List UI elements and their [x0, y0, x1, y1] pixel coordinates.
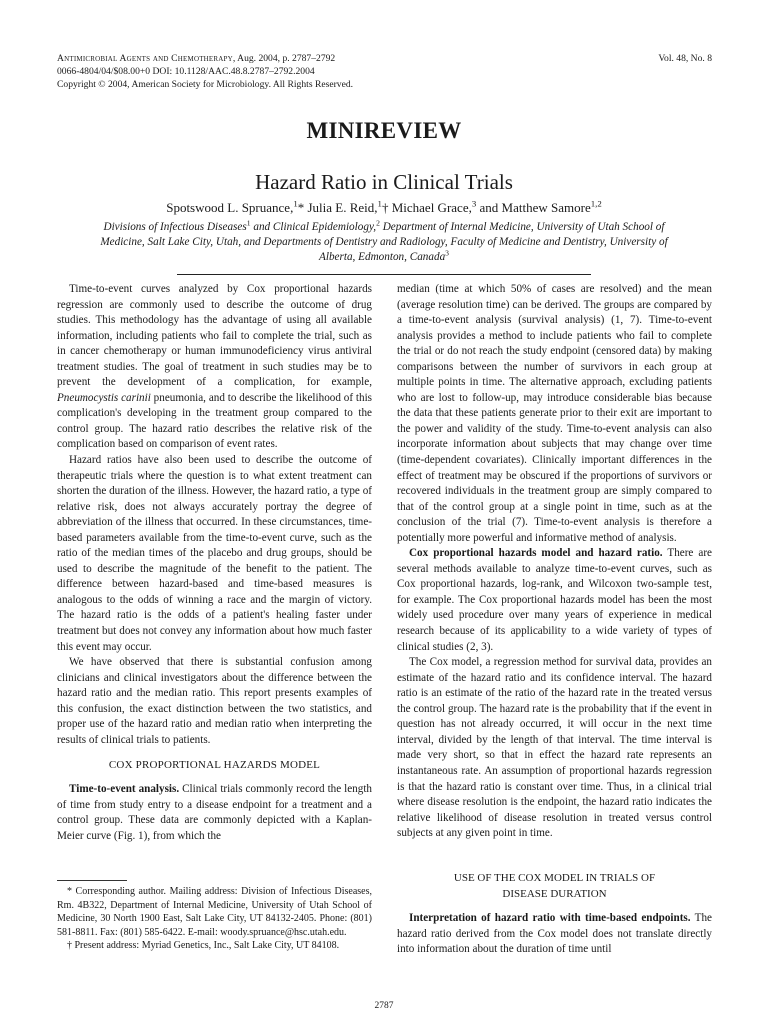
citation-details: , Aug. 2004, p. 2787–2792	[232, 53, 336, 64]
text-run: Clinical trials commonly record the length of time from study entry to a disease endpoint for a treatment and a control group. These data are commonly depicted with a Kaplan-Meier curve (Fig. 1), from which the	[57, 782, 372, 842]
body-paragraph-continued: median (time at which 50% of cases are resolved) and the mean (average resolution time) can be derived. The groups are compared by a time-to-event analysis (survival analysis) (1, 7). Time-to-event analysis provides a method to include patients who fail to complete the trial or do not reach the study endpoint (censored data) by making comparisons between the number of survivors in each group at multiple points in time. The alternative approach, excluding patients who are lost to follow-up, may introduce considerable bias because the data that these patients generate prior to their exit are important to the power and validity of the study. Time-to-event analysis can also incorporate information about subjects that may change over time (time-dependent covariates). Clinically important differences in the effect of treatment may be obscured if the proportions of survivors or recovered individuals in the treatment group are simply compared to that of the control group at a single point in time, such as at the conclusion of the trial (7). Time-to-event analysis is therefore a potentially more powerful and informative method of analysis.	[397, 283, 712, 544]
heading-line: DISEASE DURATION	[502, 888, 607, 900]
author-name: Julia E. Reid,	[307, 200, 378, 215]
abstract-paragraph-2: Hazard ratios have also been used to describe the outcome of therapeutic trials where the question is to what extent treatment can shorten the duration of the illness. However, the hazard ratio, a type of relative risk, does not always accurately portray the degree of abbreviation of the illness that occurred. In these circumstances, time-based parameters available from the time-to-event curve, such as the ratio of the median times of the placebo and drug groups, should be used to describe the magnitude of the benefit to the patient. The difference between hazard-based and time-based measures is analogous to the odds of winning a race and the margin of victory. The hazard ratio is the odds of a patient's healing faster under treatment but does not convey any information about how much faster this event may occur.	[57, 454, 372, 653]
body-paragraph-cox-model	[397, 546, 712, 655]
runin-heading: Cox proportional hazards model and hazard ratio.	[409, 547, 663, 560]
author-separator: *	[297, 200, 308, 215]
author-separator: and	[476, 200, 502, 215]
author-name: Spotswood L. Spruance,	[166, 200, 294, 215]
body-paragraph-time-to-event	[57, 782, 372, 844]
doi-line: 0066-4804/04/$08.00+0 DOI: 10.1128/AAC.48.8.2787–2792.2004	[57, 66, 315, 77]
page-number: 2787	[374, 1001, 394, 1011]
journal-name: Antimicrobial Agents and Chemotherapy	[57, 53, 233, 64]
volume-number: Vol. 48, No. 8	[658, 53, 712, 64]
journal-header	[57, 52, 712, 91]
affiliation-mark: 2	[376, 218, 380, 228]
body-paragraph-cox-regression: The Cox model, a regression method for survival data, provides an estimate of the hazard ratio and its confidence interval. The hazard ratio is an estimate of the ratio of the hazard rate in the treated versus the control group. The hazard rate is the probability that if the event in question has not already occurred, it will occur in the next time interval, divided by the length of that interval. The time interval is made very short, so that in effect the hazard rate represents an instantaneous rate. An assumption of proportional hazards regression is that the hazard ratio is constant over time. Thus, in a clinical trial where disease resolution is the endpoint, the hazard ratio indicates the relative likelihood of disease resolution in treated versus control subjects at any given point in time.	[397, 656, 712, 840]
right-column	[397, 282, 712, 842]
abstract-paragraph-3: We have observed that there is substantial confusion among clinicians and clinical investigators about the difference between the hazard ratio and the median ratio. This report presents examples of this confusion, the exact distinction between the two statistics, and proper use of the hazard ratio and median ratio when interpreting the results of clinical trials to patients.	[57, 656, 372, 746]
text-run: Time-to-event curves analyzed by Cox proportional hazards regression are commonly used to describe the outcome of drug studies. This methodology has the advantage of using all available information, including patients who fail to complete the trial, such as in cancer chemotherapy or human immunodeficiency virus antiviral treatment studies. The goal of treatment in such studies may be to prevent the development of a complication, for example,	[57, 283, 372, 389]
section-heading-cox-model: COX PROPORTIONAL HAZARDS MODEL	[108, 759, 321, 772]
organism-name: Pneumocystis carinii	[57, 391, 151, 404]
text-run: There are several methods available to analyze time-to-event curves, such as Cox proportional hazards, log-rank, and Wilcoxon two-sample test, for example. The Cox proportional hazards model has been the most widely used procedure over many years of experience in medical research because of its applicability to a wide variety of types of clinical studies (2, 3).	[397, 547, 712, 653]
author-name: Matthew Samore	[501, 200, 591, 215]
author-affiliation-mark: 1	[377, 198, 382, 209]
runin-heading: Interpretation of hazard ratio with time-based endpoints.	[409, 912, 691, 924]
author-affiliation-mark: 1,2	[590, 198, 602, 209]
article-type: MINIREVIEW	[306, 118, 462, 143]
affiliation-text: Divisions of Infectious Diseases	[103, 221, 247, 233]
author-name: Michael Grace,	[391, 200, 472, 215]
article-title: Hazard Ratio in Clinical Trials	[255, 170, 513, 194]
body-paragraph-interpretation	[397, 911, 712, 958]
author-affiliation-mark: 1	[293, 198, 298, 209]
right-column-tail	[397, 870, 712, 958]
footnote-divider	[57, 880, 127, 881]
citation-line	[57, 52, 712, 65]
footnotes	[57, 880, 372, 953]
text-run: pneumonia, and to describe the likelihood of this complication's developing in the treatment group compared to the control group. The hazard ratio describes the relative risk of the complication based on comparison of event rates.	[57, 391, 372, 451]
author-list	[0, 200, 768, 216]
affiliation-text: Department of Internal Medicine, University of Utah School of Medicine, Salt Lake City, Utah, and Departments of Dentistry and Radiology, Faculty of Medicine and Dentistry, University of Alberta, Edmonton, Canada	[100, 221, 668, 263]
footnote-corresponding-author: * Corresponding author. Mailing address: Division of Infectious Diseases, Rm. 4B322, Department of Internal Medicine, University of Utah School of Medicine, 30 North 1900 East, Salt Lake City, UT 84132-2405. Phone: (801) 581-8811. Fax: (801) 585-6422. E-mail: woody.spruance@hsc.utah.edu.	[57, 886, 372, 938]
copyright-line: Copyright © 2004, American Society for Microbiology. All Rights Reserved.	[57, 79, 354, 90]
section-heading-disease-duration	[397, 870, 712, 902]
affiliation-mark: 3	[445, 248, 449, 258]
footnote-present-address: † Present address: Myriad Genetics, Inc., Salt Lake City, UT 84108.	[67, 940, 340, 952]
affiliation-text: and Clinical Epidemiology,	[250, 221, 377, 233]
heading-line: USE OF THE COX MODEL IN TRIALS OF	[453, 872, 656, 884]
author-affiliation-mark: 3	[471, 198, 477, 209]
abstract-paragraph-1	[57, 282, 372, 453]
affiliation-mark: 1	[246, 218, 251, 228]
affiliations	[90, 220, 678, 265]
left-column	[57, 282, 372, 844]
title-divider	[177, 274, 591, 275]
text-run: The hazard ratio derived from the Cox model does not translate directly into information about the duration of time until	[397, 912, 712, 956]
author-separator: †	[381, 200, 392, 215]
runin-heading: Time-to-event analysis.	[69, 782, 180, 795]
